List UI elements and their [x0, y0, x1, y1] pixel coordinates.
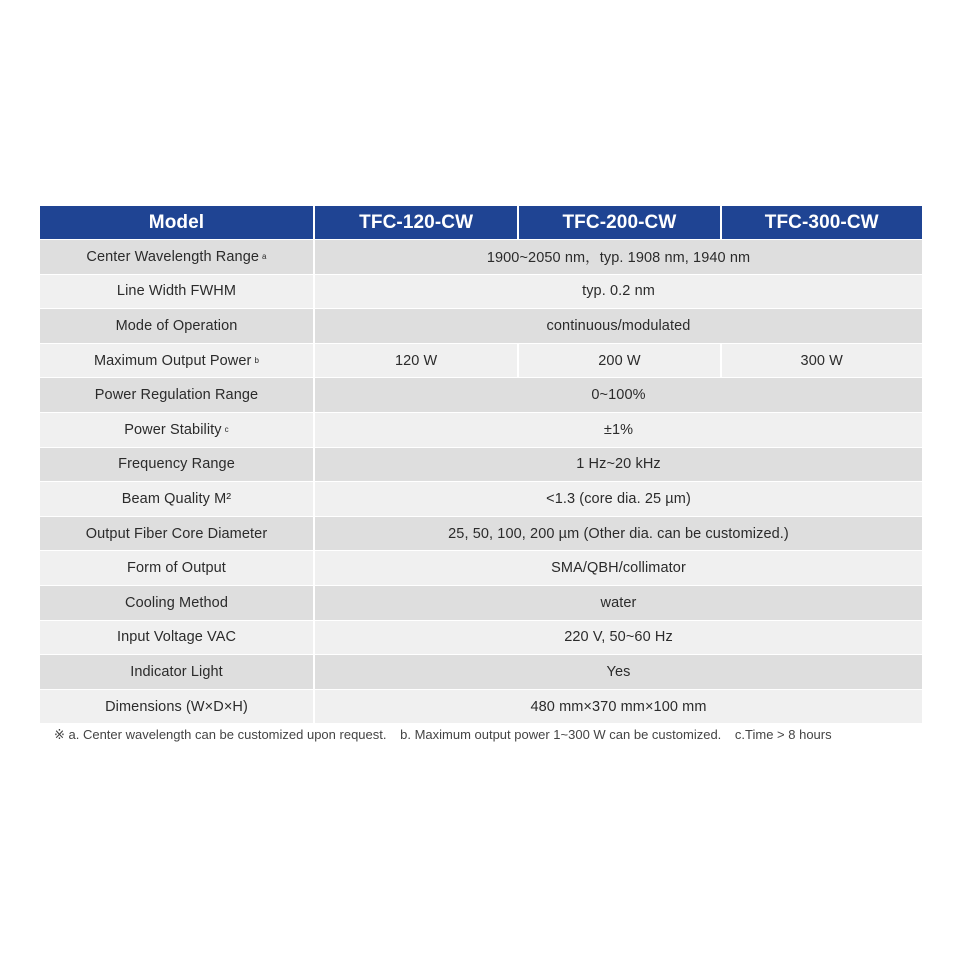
table-row [40, 586, 922, 621]
header-tfc-200-cw: TFC-200-CW [517, 206, 719, 239]
table-row [40, 275, 922, 310]
table-row [40, 551, 922, 586]
row-value-200: 200 W [517, 344, 719, 378]
row-label: Center Wavelength Range a [40, 240, 315, 274]
row-label: Power Stability c [40, 413, 315, 447]
row-label: Maximum Output Power b [40, 344, 315, 378]
row-value: 1 Hz~20 kHz [576, 456, 661, 473]
row-label: Frequency Range [40, 448, 315, 482]
row-label: Power Regulation Range [40, 378, 315, 412]
row-label: Indicator Light [40, 655, 315, 689]
row-value: 480 mm×370 mm×100 mm [530, 698, 707, 715]
row-value: water [600, 594, 637, 611]
header-tfc-300-cw: TFC-300-CW [720, 206, 922, 239]
table-row [40, 621, 922, 656]
table-row [40, 517, 922, 552]
table-row [40, 690, 922, 725]
footnotes [54, 727, 934, 743]
row-value: <1.3 (core dia. 25 µm) [546, 490, 691, 507]
table-row [40, 413, 922, 448]
row-label: Cooling Method [40, 586, 315, 620]
table-header [40, 206, 922, 240]
row-value-300: 300 W [720, 344, 922, 378]
row-label: Line Width FWHM [40, 275, 315, 309]
table-row [40, 240, 922, 275]
table-row [40, 448, 922, 483]
row-value: 1900~2050 nm，typ. 1908 nm, 1940 nm [486, 250, 751, 267]
table-row [40, 378, 922, 413]
table-row [40, 309, 922, 344]
row-value: Yes [606, 663, 631, 680]
header-tfc-120-cw: TFC-120-CW [359, 211, 474, 233]
table-row [40, 344, 922, 379]
spec-table [40, 206, 922, 724]
footnote-a: ※ a. Center wavelength can be customized upon request. [54, 727, 387, 742]
row-label: Mode of Operation [40, 309, 315, 343]
row-value: 0~100% [591, 387, 646, 404]
row-value: 220 V, 50~60 Hz [564, 629, 673, 646]
footnote-b: b. Maximum output power 1~300 W can be customized. [400, 727, 722, 742]
row-value: typ. 0.2 nm [582, 283, 655, 300]
row-value-120: 120 W [394, 352, 438, 369]
header-model: Model [40, 206, 315, 239]
row-label: Input Voltage VAC [40, 621, 315, 655]
table-row [40, 482, 922, 517]
row-value: continuous/modulated [546, 317, 691, 334]
row-value: SMA/QBH/collimator [551, 560, 686, 577]
table-row [40, 655, 922, 690]
row-label: Form of Output [40, 551, 315, 585]
row-label: Beam Quality M² [40, 482, 315, 516]
row-value: ±1% [603, 421, 634, 438]
footnote-c: c.Time > 8 hours [734, 727, 832, 742]
row-value: 25, 50, 100, 200 µm (Other dia. can be customized.) [448, 525, 789, 542]
row-label: Dimensions (W×D×H) [40, 690, 315, 724]
row-label: Output Fiber Core Diameter [40, 517, 315, 551]
